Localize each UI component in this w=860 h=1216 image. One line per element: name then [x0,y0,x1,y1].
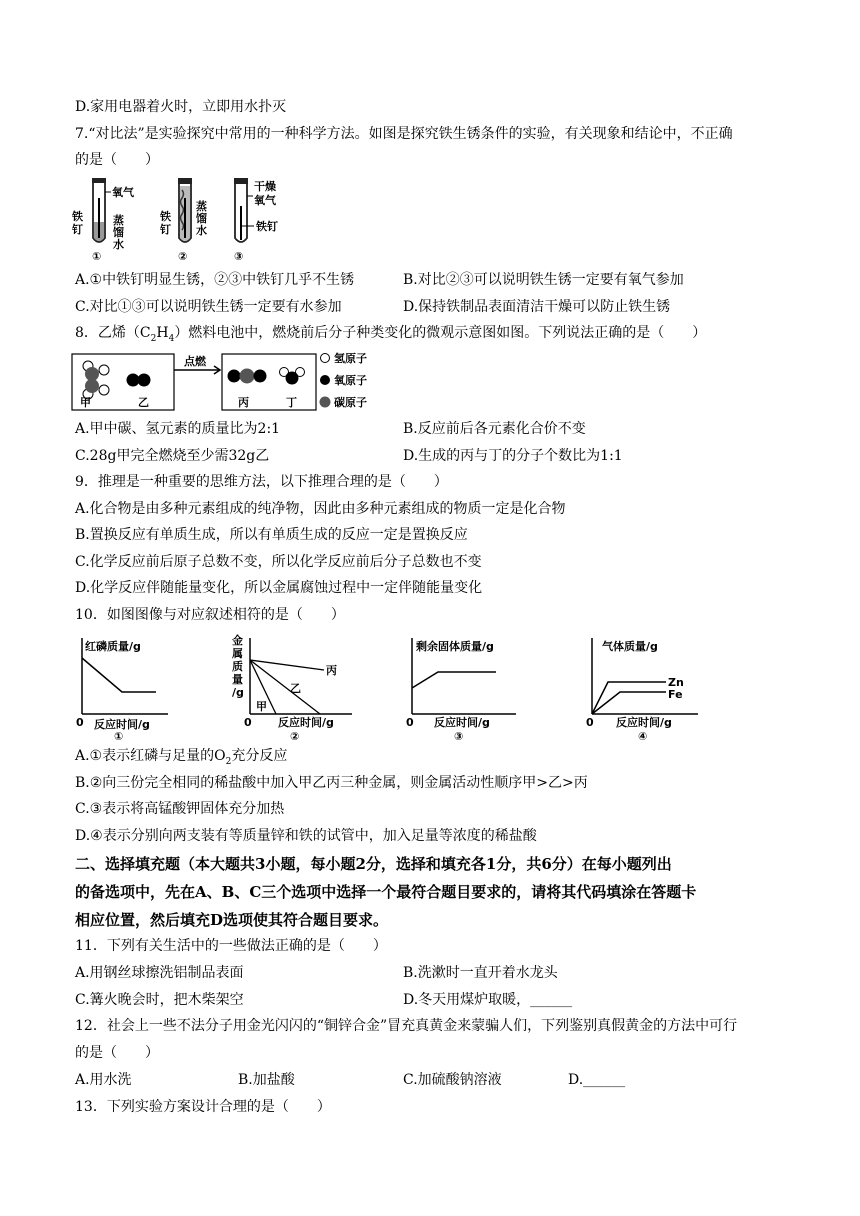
q9-stem: 9．推理是一种重要的思维方法，以下推理合理的是（ ） [75,474,448,490]
q8-option-c: C.28g甲完全燃烧至少需32g乙 [75,448,270,464]
g1-ylabel: 红磷质量/g [85,640,141,653]
q7-t1-num: ① [92,250,102,262]
q10-stem: 10．如图图像与对应叙述相符的是（ ） [75,607,345,623]
q12-stem-line2: 的是（ ） [75,1045,159,1061]
section2-heading-line2: 的备选项中，先在A、B、C三个选项中选择一个最符合题目要求的，请将其代码填涂在答题卡 [75,883,697,901]
g4-xlabel: 反应时间/g [616,716,672,729]
section2-heading-line3: 相应位置，然后填充D选项使其符合题目要求。 [75,911,389,929]
g2-num: ② [290,730,300,742]
svg-text:氧气: 氧气 [254,194,276,207]
q8-molecule-diagram [70,348,390,414]
q10-option-b: B.②向三份完全相同的稀盐酸中加入甲乙丙三种金属，则金属活动性顺序甲>乙>丙 [75,775,588,791]
q12-option-c: C.加硫酸钠溶液 [403,1072,502,1088]
q8-stem: 8．乙烯$(C_2H_4)$燃料电池中，燃烧前后分子种类变化的微观示意图如图。下列说法正确的是（ ） [75,325,707,344]
svg-text:/g: /g [232,686,244,699]
q9-option-d: D.化学反应伴随能量变化，所以金属腐蚀过程中一定伴随能量变化 [75,580,483,596]
g3-ylabel: 剩余固体质量/g [416,640,494,653]
svg-text:馏: 馏 [196,212,207,225]
q8-arrow-label: 点燃 [184,355,206,368]
g4-series-fe: Fe [668,688,683,701]
q7-rust-experiment-figure [70,176,290,262]
g2-series-bing: 丙 [326,664,337,677]
q10-graph-2 [228,630,358,742]
g4-num: ④ [638,730,648,742]
svg-text:钉: 钉 [72,223,83,236]
q7-t1-gas: 氧气 [112,186,134,199]
q11-option-b: B.洗漱时一直开着水龙头 [403,965,558,981]
q10-option-a: A.①表示红磷与足量的$O_2$充分反应 [75,748,288,767]
g3-origin: 0 [406,716,414,729]
q7-t1-water-1: 蒸 [113,214,124,227]
q9-option-a: A.化合物是由多种元素组成的纯净物，因此由多种元素组成的物质一定是化合物 [75,501,566,517]
q7-stem-line1: 7.“对比法”是实验探究中常用的一种科学方法。如图是探究铁生锈条件的实验，有关现象和结论中，不正确 [75,126,733,142]
svg-text:量: 量 [232,673,243,686]
g2-series-jia: 甲 [256,700,267,713]
q11-stem: 11．下列有关生活中的一些做法正确的是（ ） [75,938,387,954]
svg-text:干燥: 干燥 [254,180,276,193]
q12-option-a: A.用水洗 [75,1072,132,1088]
q8-ding: 丁 [286,396,297,409]
g4-ylabel: 气体质量/g [602,640,658,653]
g3-xlabel: 反应时间/g [434,716,490,729]
svg-text:钉: 钉 [160,223,171,236]
q10-graph-3 [398,630,526,742]
q8-yi: 乙 [138,396,149,409]
q10-option-c: C.③表示将高锰酸钾固体充分加热 [75,801,285,817]
q7-option-c: C.对比①③可以说明铁生锈一定要有水参加 [75,299,342,315]
q7-t3-num: ③ [234,250,244,262]
g4-series-zn: Zn [668,676,684,689]
svg-text:水: 水 [113,238,124,251]
q8-jia: 甲 [80,396,91,409]
q11-option-a: A.用钢丝球擦洗铝制品表面 [75,965,244,981]
g2-xlabel: 反应时间/g [278,716,334,729]
q8-legend-h: 氢原子 [334,352,367,365]
g1-origin: 0 [76,716,84,729]
q9-option-b: B.置换反应有单质生成，所以有单质生成的反应一定是置换反应 [75,527,468,543]
q9-option-c: C.化学反应前后原子总数不变，所以化学反应前后分子总数也不变 [75,554,482,570]
svg-text:馏: 馏 [113,226,124,239]
q10-graph-1 [68,630,174,742]
svg-text:金: 金 [232,634,243,647]
q7-option-d: D.保持铁制品表面清洁干燥可以防止铁生锈 [403,299,671,315]
svg-text:属: 属 [232,647,243,660]
q8-option-a: A.甲中碳、氢元素的质量比为2:1 [75,421,281,437]
svg-text:质: 质 [232,660,243,673]
q12-option-b: B.加盐酸 [238,1072,295,1088]
q7-stem-line2: 的是（ ） [75,152,159,168]
q8-bing: 丙 [238,396,249,409]
q7-option-a: A.①中铁钉明显生锈，②③中铁钉几乎不生锈 [75,272,355,288]
q8-legend-o: 氧原子 [334,374,367,387]
g2-origin: 0 [244,716,252,729]
q11-option-d: D.冬天用煤炉取暖，______ [403,992,573,1008]
q7-option-b: B.对比②③可以说明铁生锈一定要有氧气参加 [403,272,684,288]
q8-legend-c: 碳原子 [334,396,367,409]
q10-option-d: D.④表示分别向两支装有等质量锌和铁的试管中，加入足量等浓度的稀盐酸 [75,828,537,844]
g3-num: ③ [454,730,464,742]
q12-stem-line1: 12．社会上一些不法分子用金光闪闪的“铜锌合金”冒充真黄金来蒙骗人们，下列鉴别真假黄金的方法中可行 [75,1018,738,1034]
q11-option-c: C.篝火晚会时，把木柴架空 [75,992,244,1008]
section2-heading-line1: 二、选择填充题（本大题共3小题，每小题2分，选择和填充各1分，共6分）在每小题列出 [75,855,672,873]
q7-t2-num: ② [178,250,188,262]
q8-option-b: B.反应前后各元素化合价不变 [403,421,586,437]
g2-series-yi: 乙 [290,682,301,695]
q8-option-d: D.生成的丙与丁的分子个数比为1:1 [403,448,623,464]
q10-graph-4 [580,630,710,742]
q12-option-d: D.______ [568,1072,626,1088]
q13-stem: 13．下列实验方案设计合理的是（ ） [75,1099,331,1115]
svg-text:铁: 铁 [160,210,171,223]
svg-text:铁钉: 铁钉 [256,220,278,233]
svg-text:蒸: 蒸 [196,200,207,213]
g4-origin: 0 [586,716,594,729]
svg-text:铁: 铁 [72,210,83,223]
g1-xlabel: 反应时间/g [94,718,150,731]
q6-option-d: D.家用电器着火时，立即用水扑灭 [75,99,287,115]
g1-num: ① [114,730,124,742]
svg-text:水: 水 [196,224,207,237]
